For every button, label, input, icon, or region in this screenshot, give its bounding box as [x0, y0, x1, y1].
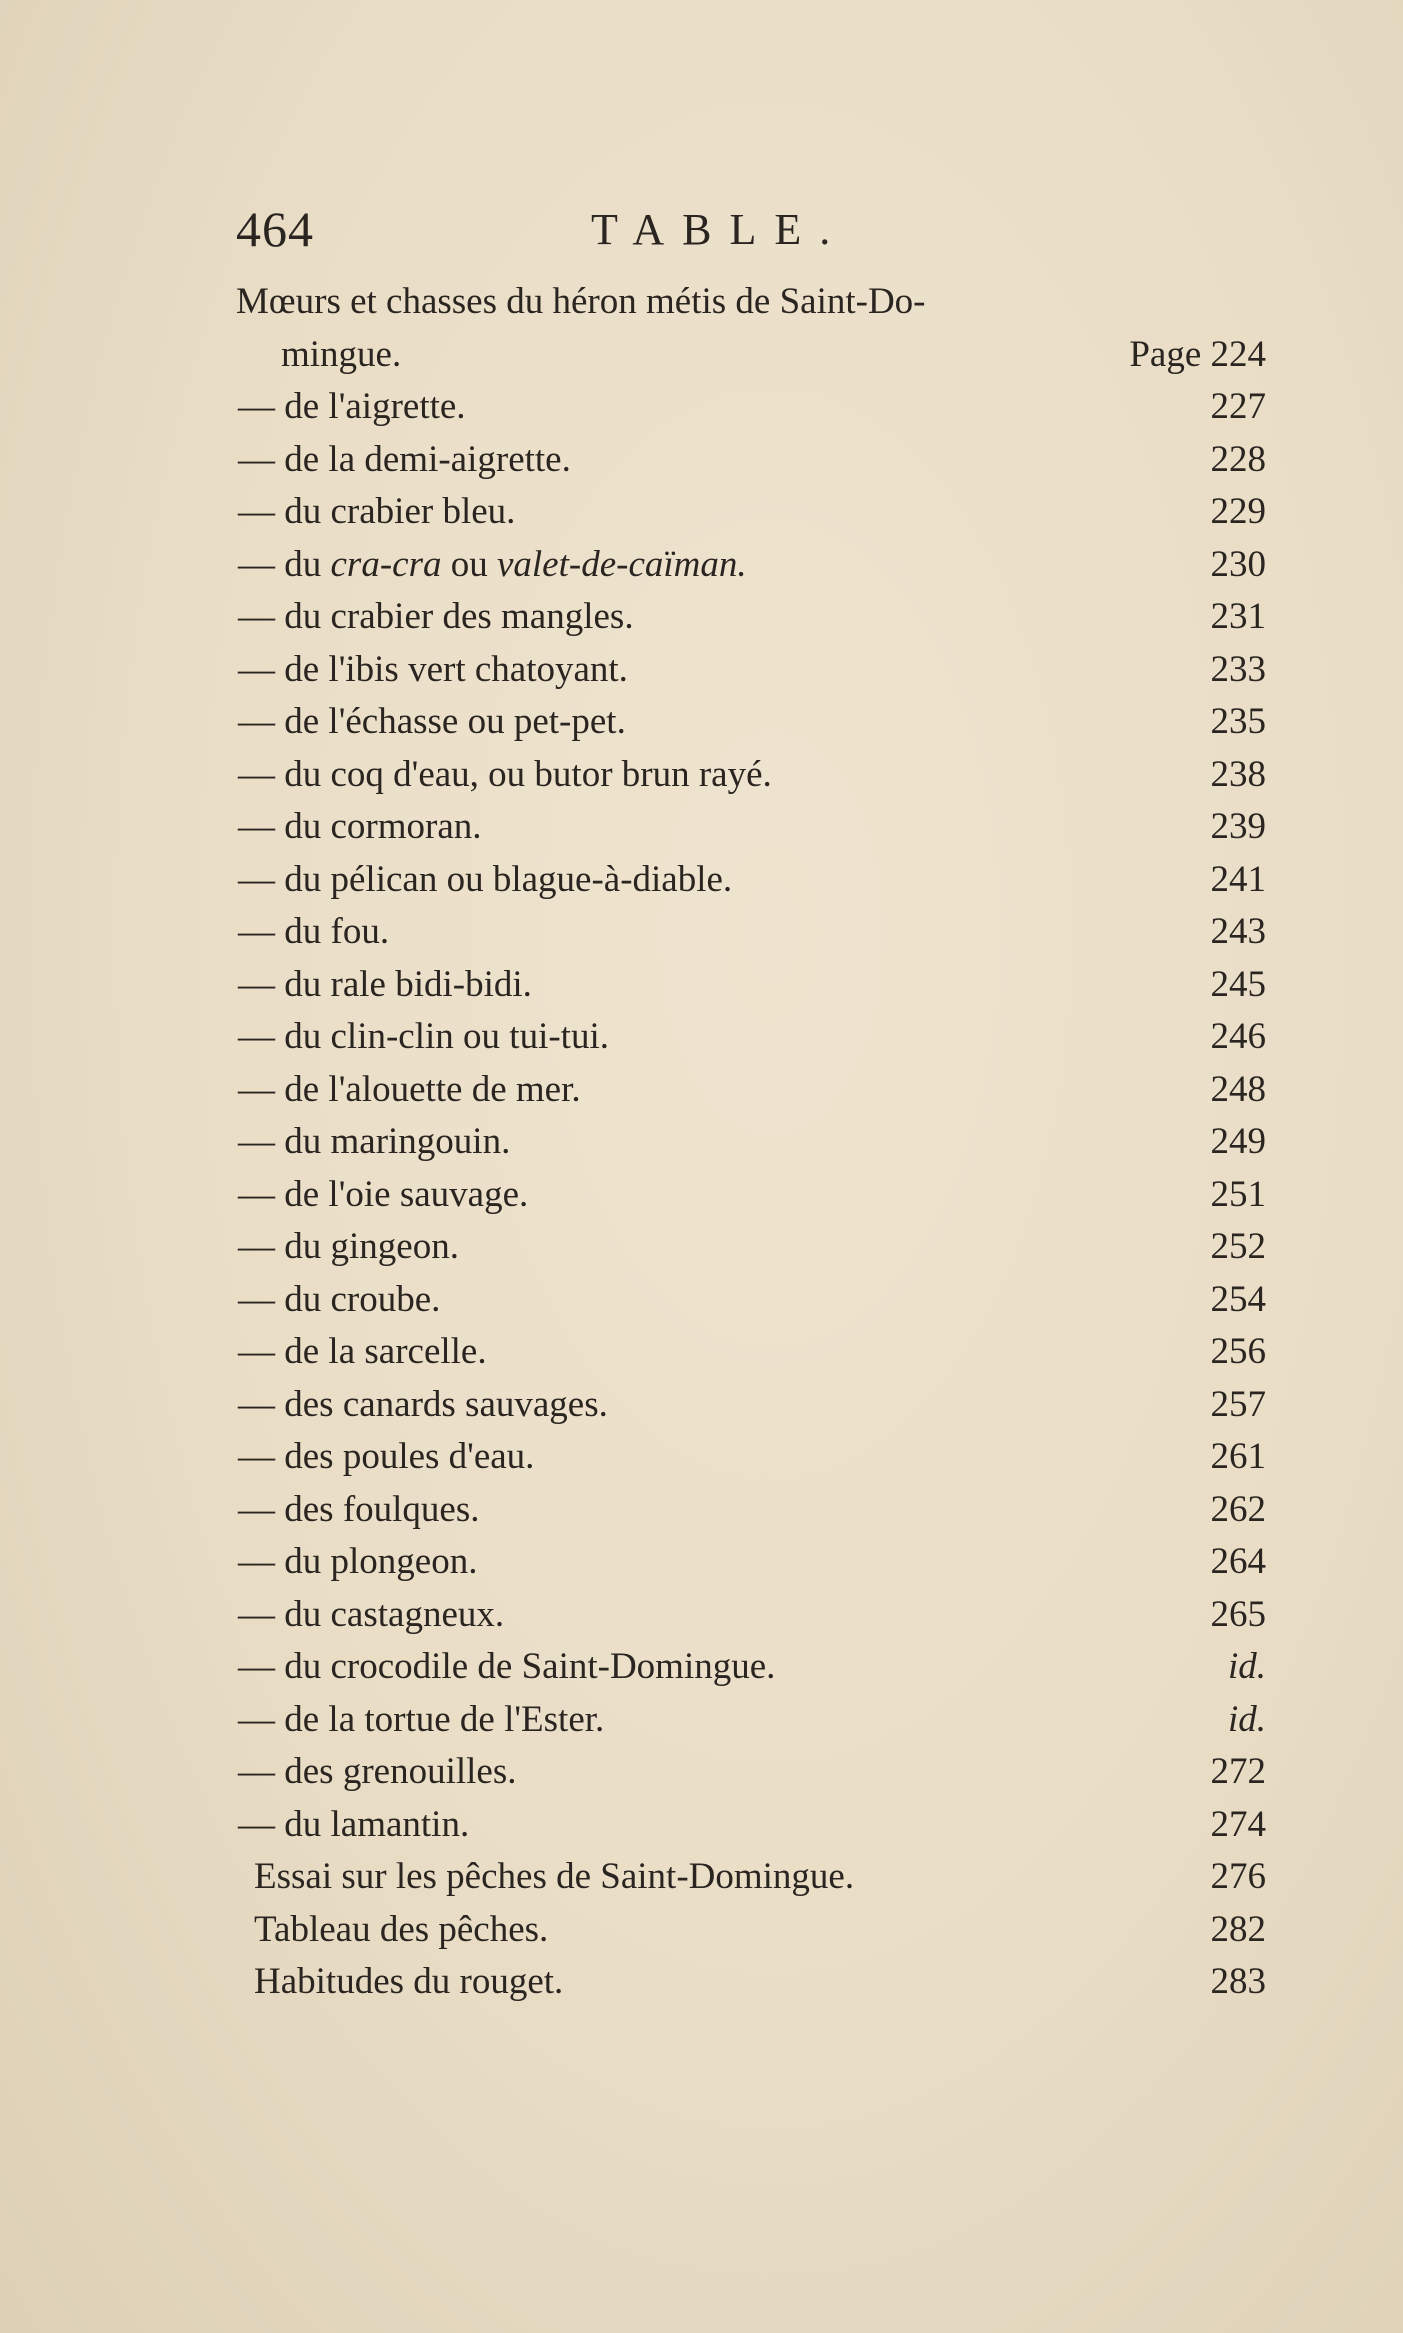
- toc-entry-page: 282: [1210, 1908, 1266, 1950]
- toc-entry-page: 249: [1210, 1121, 1266, 1162]
- toc-entry-italic: cra-cra: [330, 543, 442, 585]
- toc-entry: [236, 1431, 1266, 1484]
- toc-entry: [236, 1221, 1266, 1274]
- toc-entry-text: [238, 539, 747, 592]
- toc-entry-text: [238, 486, 515, 539]
- toc-entry: [236, 1011, 1266, 1064]
- page-header: [236, 200, 1256, 270]
- page-number: 464: [236, 201, 314, 257]
- toc-entry: [236, 276, 1266, 329]
- toc-entry-text-part: — des poules d'eau.: [238, 1436, 535, 1477]
- toc-entry-text: [238, 696, 626, 749]
- toc-entry-page: 248: [1210, 1068, 1266, 1110]
- toc-entry: [236, 1274, 1266, 1327]
- toc-entry: [236, 486, 1266, 539]
- toc-entry-text-part: — du: [238, 543, 331, 585]
- toc-entry: [236, 1851, 1266, 1904]
- toc-entry-text: [238, 644, 628, 697]
- toc-entry-page: 251: [1210, 1173, 1266, 1215]
- toc-entry-text: [254, 1851, 854, 1904]
- toc-entry-page: 274: [1210, 1803, 1266, 1845]
- toc-entry-text-part: Mœurs et chasses du héron métis de Saint-Do-: [236, 281, 926, 322]
- toc-entry-page: 261: [1210, 1436, 1266, 1477]
- toc-entry-page: 283: [1210, 1961, 1266, 2002]
- toc-entry: [236, 1379, 1266, 1432]
- toc-entry-text: [238, 1799, 469, 1852]
- toc-entry-text: [238, 1379, 608, 1432]
- toc-entry-text-part: — de l'alouette de mer.: [238, 1068, 581, 1110]
- toc-entry-page: id.: [1227, 1698, 1266, 1740]
- toc-entry-text: [238, 1746, 516, 1799]
- toc-entry-text-part: Essai sur les pêches de Saint-Domingue.: [254, 1856, 855, 1897]
- toc-entry: [236, 749, 1266, 802]
- toc-entry-page: 245: [1210, 963, 1266, 1005]
- toc-entry: [236, 1746, 1266, 1799]
- toc-entry-page: 276: [1210, 1856, 1266, 1897]
- toc-entry-text: [238, 749, 772, 802]
- toc-entry: [236, 696, 1266, 749]
- toc-entry-text: [238, 854, 732, 907]
- toc-entry-page: 238: [1210, 753, 1266, 795]
- toc-entry-page: 254: [1210, 1278, 1266, 1320]
- toc-entry-text-part: — de la sarcelle.: [238, 1331, 487, 1372]
- toc-entry-text-part: — de l'aigrette.: [238, 386, 466, 427]
- toc-entry-page: 272: [1210, 1751, 1266, 1792]
- toc-entry-page: 228: [1210, 438, 1266, 480]
- toc-entry-text-part: — du crocodile de Saint-Domingue.: [238, 1646, 776, 1687]
- toc-entry: [236, 434, 1266, 487]
- toc-entry-text: [238, 801, 482, 854]
- toc-entry-page: 243: [1210, 911, 1266, 952]
- toc-entry-text: [238, 1589, 504, 1642]
- toc-entry: [236, 854, 1266, 907]
- toc-entry-text-part: — du gingeon.: [238, 1226, 459, 1267]
- toc-entry-page: 229: [1210, 491, 1266, 532]
- toc-entry: [236, 1116, 1266, 1169]
- toc-entry-text-part: Habitudes du rouget.: [254, 1961, 564, 2002]
- toc-entry-text-part: — du coq d'eau, ou butor brun rayé.: [238, 753, 772, 795]
- toc-entry-page: 257: [1210, 1383, 1266, 1425]
- toc-entry: [236, 1169, 1266, 1222]
- toc-entry-text: [238, 1116, 510, 1169]
- toc-entry: [236, 1956, 1266, 2009]
- toc-entry-page: 231: [1210, 596, 1266, 637]
- toc-entry: [236, 644, 1266, 697]
- toc-entry-text-part: Tableau des pêches.: [254, 1908, 549, 1950]
- toc-entry-text-part: — du pélican ou blague-à-diable.: [238, 858, 733, 900]
- toc-entry-text-part: — de l'oie sauvage.: [238, 1173, 529, 1215]
- toc-entry-text: [238, 1694, 604, 1747]
- toc-entry-text: [238, 1011, 609, 1064]
- toc-entry-page: 241: [1210, 858, 1266, 900]
- toc-entry-page: 256: [1210, 1331, 1266, 1372]
- toc-entry: [236, 1694, 1266, 1747]
- toc-entry: [236, 1904, 1266, 1957]
- toc-entry-page: 264: [1210, 1541, 1266, 1582]
- toc-entry-page: 233: [1210, 648, 1266, 690]
- toc-entry-text-part: — du cormoran.: [238, 806, 482, 847]
- toc-entry-text: [238, 1641, 775, 1694]
- table-of-contents: [236, 276, 1266, 2009]
- toc-entry-text: [238, 1064, 581, 1117]
- toc-entry: [236, 906, 1266, 959]
- toc-entry-italic: valet-de-caïman.: [496, 543, 747, 585]
- toc-entry-text: [254, 1904, 548, 1957]
- toc-entry-text: [254, 1956, 563, 2009]
- toc-entry-text-part: — des foulques.: [238, 1488, 480, 1530]
- toc-entry-text-part: — du plongeon.: [238, 1541, 478, 1582]
- toc-entry-text-part: — du crabier des mangles.: [238, 596, 634, 637]
- toc-entry: [236, 1484, 1266, 1537]
- toc-entry: [236, 1326, 1266, 1379]
- toc-entry-text: [238, 1169, 528, 1222]
- toc-entry: [236, 959, 1266, 1012]
- toc-entry-text-part: — du rale bidi-bidi.: [238, 963, 532, 1005]
- toc-entry-text: [238, 1484, 480, 1537]
- toc-entry-page: 230: [1210, 543, 1266, 585]
- toc-entry-text: [238, 1274, 440, 1327]
- toc-entry-text: [238, 1326, 487, 1379]
- toc-entry-text-part: — du lamantin.: [238, 1803, 470, 1845]
- toc-entry-text-part: — des canards sauvages.: [238, 1383, 608, 1425]
- toc-entry-text: [238, 1431, 534, 1484]
- toc-entry: [236, 1589, 1266, 1642]
- toc-entry: [236, 801, 1266, 854]
- toc-entry-page: 239: [1210, 806, 1266, 847]
- toc-entry: [236, 329, 1266, 382]
- toc-entry-text-part: — du crabier bleu.: [238, 491, 516, 532]
- toc-entry-text-part: — des grenouilles.: [238, 1751, 517, 1792]
- toc-entry-text-part: ou: [441, 543, 497, 585]
- toc-entry: [236, 381, 1266, 434]
- toc-entry-text: [238, 1536, 477, 1589]
- toc-entry-page: id.: [1227, 1646, 1266, 1687]
- toc-entry-text-part: — de la demi-aigrette.: [238, 438, 571, 480]
- toc-entry-text-part: — du castagneux.: [238, 1593, 505, 1635]
- toc-entry-text-part: — de la tortue de l'Ester.: [238, 1698, 605, 1740]
- toc-entry-text-part: — du clin-clin ou tui-tui.: [238, 1016, 609, 1057]
- toc-entry: [236, 1536, 1266, 1589]
- toc-entry-page: 235: [1210, 701, 1266, 742]
- toc-entry-text-part: — de l'ibis vert chatoyant.: [238, 648, 628, 690]
- toc-entry-text: [238, 906, 389, 959]
- toc-entry-text: [238, 434, 571, 487]
- toc-entry-page: 246: [1210, 1016, 1266, 1057]
- toc-entry-text-part: — du fou.: [238, 911, 390, 952]
- toc-entry-page: Page 224: [1129, 333, 1266, 375]
- toc-entry-page: 227: [1210, 386, 1266, 427]
- toc-entry: [236, 1799, 1266, 1852]
- toc-entry-page: 265: [1210, 1593, 1266, 1635]
- toc-entry-page: 252: [1210, 1226, 1266, 1267]
- toc-entry-text-part: — du croube.: [238, 1278, 441, 1320]
- toc-entry-text: [238, 381, 466, 434]
- toc-entry: [236, 591, 1266, 644]
- toc-entry: [236, 1064, 1266, 1117]
- toc-entry-text: [236, 276, 926, 329]
- toc-entry-page: 262: [1210, 1488, 1266, 1530]
- toc-entry: [236, 1641, 1266, 1694]
- toc-entry-text: [238, 959, 532, 1012]
- toc-entry-text-part: — du maringouin.: [238, 1121, 511, 1162]
- toc-entry-text: [238, 1221, 459, 1274]
- toc-entry-text: [281, 329, 401, 382]
- running-title: TABLE.: [591, 205, 849, 254]
- toc-entry-text: [238, 591, 634, 644]
- toc-entry-text-part: mingue.: [281, 333, 402, 375]
- toc-entry-text-part: — de l'échasse ou pet-pet.: [238, 701, 626, 742]
- toc-entry: [236, 539, 1266, 592]
